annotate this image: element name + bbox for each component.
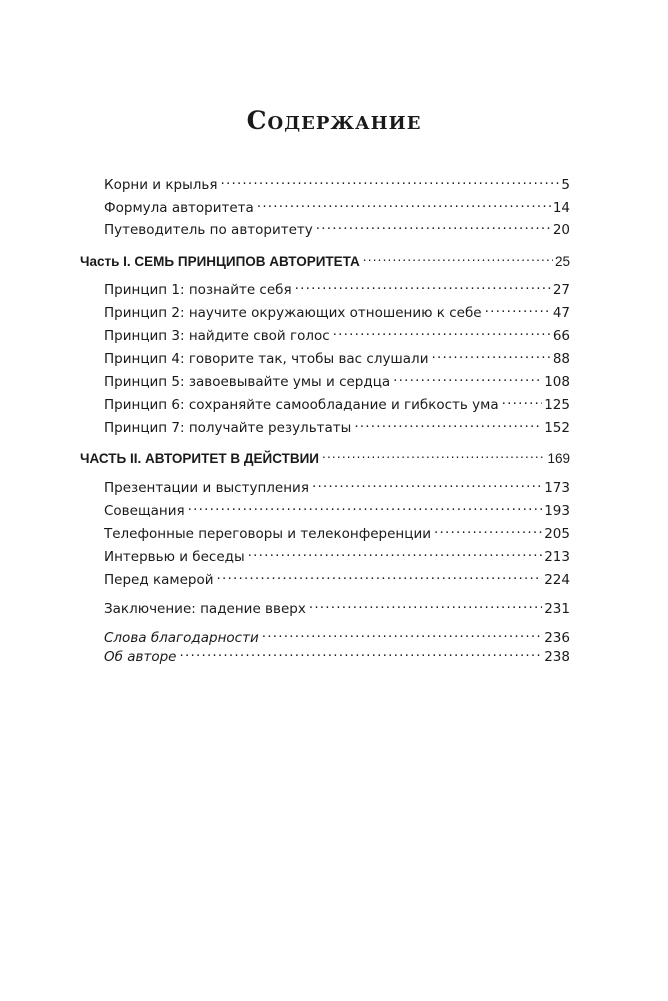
toc-entry <box>104 543 570 566</box>
leader-dots <box>431 345 550 363</box>
leader-dots <box>309 595 542 613</box>
toc-entry-page: 14 <box>552 200 570 216</box>
toc-entry-label: Путеводитель по авторитету <box>104 222 313 238</box>
toc-entry-label: Принцип 6: сохраняйте самообладание и гибкость ума <box>104 397 499 413</box>
toc-entry <box>104 276 570 299</box>
toc-entry-label: Принцип 3: найдите свой голос <box>104 328 330 344</box>
toc-entry-label: Принцип 2: научите окружающих отношению к себе <box>104 305 482 321</box>
toc-entry-page: 224 <box>544 572 570 588</box>
leader-dots <box>257 194 551 212</box>
leader-dots <box>179 643 542 661</box>
leader-dots <box>354 414 542 432</box>
toc-entry-label: Об авторе <box>104 649 177 665</box>
toc-entry-label: ЧАСТЬ II. АВТОРИТЕТ В ДЕЙСТВИИ <box>80 451 320 466</box>
toc-entry-page: 47 <box>552 305 570 321</box>
leader-dots <box>434 520 542 538</box>
toc-entry-page: 20 <box>552 222 570 238</box>
toc-entry-page: 238 <box>544 649 570 665</box>
toc-entry-page: 231 <box>544 601 570 617</box>
toc-entry <box>104 171 570 194</box>
toc-entry-page: 108 <box>544 374 570 390</box>
toc-entry-label: Формула авторитета <box>104 200 254 216</box>
toc-entry-label: Принцип 1: познайте себя <box>104 282 292 298</box>
toc-entry-label: Часть I. СЕМЬ ПРИНЦИПОВ АВТОРИТЕТА <box>80 254 360 269</box>
toc-entry <box>104 474 570 497</box>
toc-entry-page: 236 <box>544 630 570 646</box>
toc-entry <box>104 194 570 217</box>
toc-entry <box>104 520 570 543</box>
toc-part-heading <box>80 445 570 468</box>
toc-entry-page: 25 <box>554 254 570 269</box>
toc-entry <box>104 299 570 322</box>
page-title: Содержание <box>246 106 422 135</box>
toc-entry-label: Совещания <box>104 503 185 519</box>
toc-entry-page: 66 <box>552 328 570 344</box>
toc-part-heading <box>80 248 570 271</box>
toc-entry-page: 5 <box>561 177 570 193</box>
toc-entry <box>104 595 570 618</box>
toc-entry-page: 125 <box>544 397 570 413</box>
toc-entry-page: 27 <box>552 282 570 298</box>
toc-entry-page: 205 <box>544 526 570 542</box>
leader-dots <box>393 368 542 386</box>
leader-dots <box>248 543 543 561</box>
toc-entry-page: 213 <box>544 549 570 565</box>
toc-entry-page: 193 <box>544 503 570 519</box>
toc-entry-label: Корни и крылья <box>104 177 218 193</box>
toc-entry <box>104 566 570 589</box>
leader-dots <box>316 216 551 234</box>
leader-dots <box>312 474 542 492</box>
toc-entry-label: Принцип 7: получайте результаты <box>104 420 352 436</box>
toc-entry-page: 88 <box>552 351 570 367</box>
leader-dots <box>322 445 545 463</box>
leader-dots <box>220 171 559 189</box>
toc-entry <box>104 414 570 437</box>
toc-entry <box>104 322 570 345</box>
toc-entry-label: Телефонные переговоры и телеконференции <box>104 526 431 542</box>
leader-dots <box>363 248 553 266</box>
toc-entry-label: Перед камерой <box>104 572 214 588</box>
toc-entry <box>104 216 570 239</box>
toc-entry <box>104 643 570 666</box>
toc-entry <box>104 391 570 414</box>
toc-entry-label: Презентации и выступления <box>104 480 309 496</box>
leader-dots <box>262 624 542 642</box>
toc-entry <box>104 497 570 520</box>
leader-dots <box>333 322 551 340</box>
leader-dots <box>485 299 551 317</box>
leader-dots <box>295 276 551 294</box>
toc-entry <box>104 368 570 391</box>
leader-dots <box>502 391 543 409</box>
toc-entry <box>104 345 570 368</box>
toc-entry-label: Принцип 4: говорите так, чтобы вас слушали <box>104 351 429 367</box>
toc-entry-label: Слова благодарности <box>104 630 259 646</box>
toc-entry-page: 152 <box>544 420 570 436</box>
leader-dots <box>188 497 543 515</box>
toc-entry-label: Интервью и беседы <box>104 549 245 565</box>
toc-entry-page: 173 <box>544 480 570 496</box>
toc-entry-label: Заключение: падение вверх <box>104 601 306 617</box>
toc-entry-page: 169 <box>547 451 570 466</box>
toc-entry-label: Принцип 5: завоевывайте умы и сердца <box>104 374 391 390</box>
leader-dots <box>216 566 542 584</box>
